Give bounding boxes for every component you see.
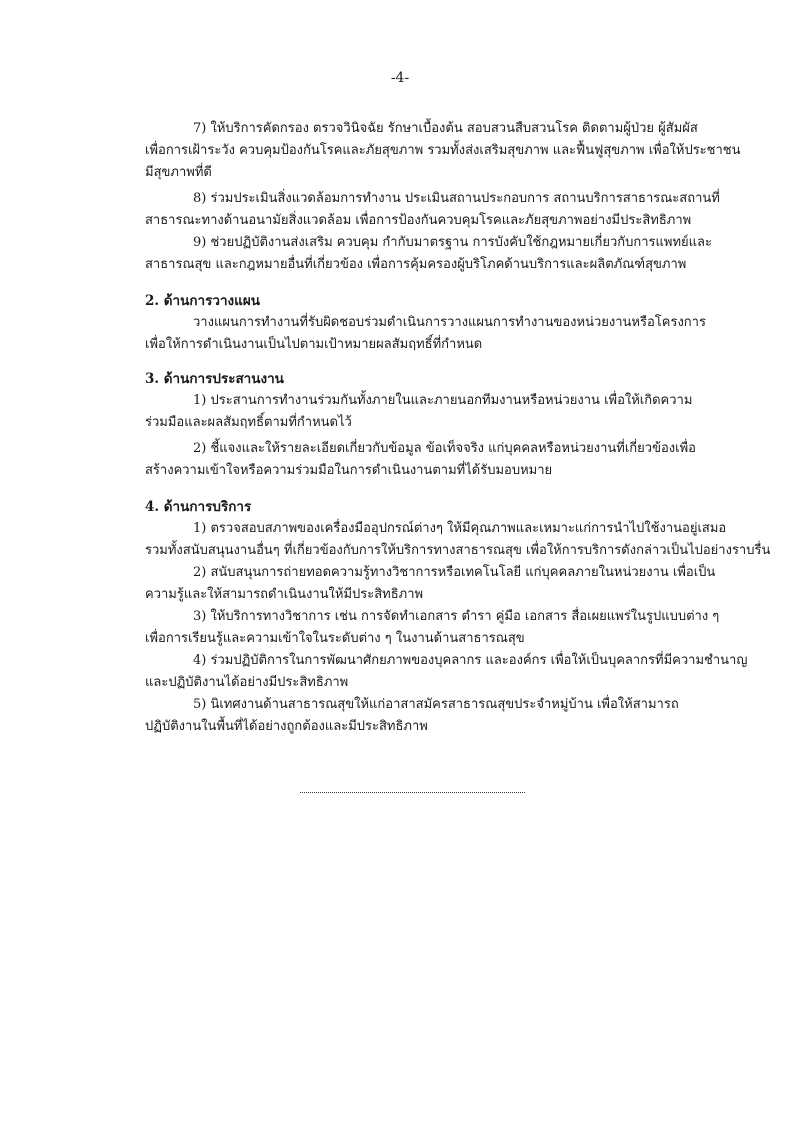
text-line: 1) ตรวจสอบสภาพของเครื่องมืออุปกรณ์ต่างๆ ให้มีคุณภาพและเหมาะแก่การนำไปใช้งานอยู่เสมอ (193, 521, 727, 536)
text-line: เพื่อให้การดำเนินงานเป็นไปตามเป้าหมายผลสัมฤทธิ์ที่กำหนด (145, 337, 483, 352)
text-line: 8) ร่วมประเมินสิ่งแวดล้อมการทำงาน ประเมินสถานประกอบการ สถานบริการสาธารณะสถานที่ (193, 191, 720, 206)
text-line: 4) ร่วมปฏิบัติการในการพัฒนาศักยภาพของบุคลากร และองค์กร เพื่อให้เป็นบุคลากรที่มีความชำนาญ (193, 653, 748, 668)
text-line: 9) ช่วยปฏิบัติงานส่งเสริม ควบคุม กำกับมาตรฐาน การบังคับใช้กฎหมายเกี่ยวกับการแพทย์และ (193, 235, 712, 250)
section-heading: 4. ด้านการบริการ (145, 499, 252, 515)
text-line: สร้างความเข้าใจหรือความร่วมมือในการดำเนินงานตามที่ได้รับมอบหมาย (145, 463, 553, 478)
text-line: 1) ประสานการทำงานร่วมกันทั้งภายในและภายนอกทีมงานหรือหน่วยงาน เพื่อให้เกิดความ (193, 393, 693, 408)
text-line: ปฏิบัติงานในพื้นที่ได้อย่างถูกต้องและมีประสิทธิภาพ (145, 719, 428, 734)
text-line: เพื่อการเรียนรู้และความเข้าใจในระดับต่าง ๆ ในงานด้านสาธารณสุข (145, 631, 525, 646)
section-heading: 2. ด้านการวางแผน (145, 293, 260, 309)
text-line: 2) สนับสนุนการถ่ายทอดความรู้ทางวิชาการหรือเทคโนโลยี แก่บุคคลภายในหน่วยงาน เพื่อเป็น (193, 565, 716, 580)
item-9 (145, 232, 712, 276)
text-line: รวมทั้งสนับสนุนงานอื่นๆ ที่เกี่ยวข้องกับการให้บริการทางสาธารณสุข เพื่อให้การบริการดังกล่าวเป็นไปอย่างราบรื่น (145, 543, 771, 558)
item-8 (145, 188, 720, 232)
text-line: 3) ให้บริการทางวิชาการ เช่น การจัดทำเอกสาร ตำรา คู่มือ เอกสาร สื่อเผยแพร่ในรูปแบบต่าง ๆ (193, 609, 720, 624)
text-line: 5) นิเทศงานด้านสาธารณสุขให้แก่อาสาสมัครสาธารณสุขประจำหมู่บ้าน เพื่อให้สามารถ (193, 697, 679, 712)
dotted-end-rule (300, 792, 525, 793)
text-line: ความรู้และให้สามารถดำเนินงานให้มีประสิทธิภาพ (145, 587, 424, 602)
text-line: เพื่อการเฝ้าระวัง ควบคุมป้องกันโรคและภัยสุขภาพ รวมทั้งส่งเสริมสุขภาพ และฟื้นฟูสุขภาพ เพื่อให้ประชาชน (145, 143, 741, 158)
text-line: ร่วมมือและผลสัมฤทธิ์ตามที่กำหนดไว้ (145, 415, 352, 430)
text-line: 2) ชี้แจงและให้รายละเอียดเกี่ยวกับข้อมูล ข้อเท็จจริง แก่บุคคลหรือหน่วยงานที่เกี่ยวข้องเพื่อ (193, 441, 696, 456)
text-line: สาธารณะทางด้านอนามัยสิ่งแวดล้อม เพื่อการป้องกันควบคุมโรคและภัยสุขภาพอย่างมีประสิทธิภาพ (145, 213, 692, 228)
text-line: 7) ให้บริการคัดกรอง ตรวจวินิจฉัย รักษาเบื้องต้น สอบสวนสืบสวนโรค ติดตามผู้ป่วย ผู้สัมผัส (193, 121, 698, 136)
page-number: -4- (390, 70, 410, 86)
text-line: และปฏิบัติงานได้อย่างมีประสิทธิภาพ (145, 675, 349, 690)
text-line: สาธารณสุข และกฎหมายอื่นที่เกี่ยวข้อง เพื่อการคุ้มครองผู้บริโภคด้านบริการและผลิตภัณฑ์สุขภาพ (145, 257, 687, 272)
document-body (145, 118, 771, 738)
text-line: วางแผนการทำงานที่รับผิดชอบร่วมดำเนินการวางแผนการทำงานของหน่วยงานหรือโครงการ (193, 315, 706, 330)
section-heading: 3. ด้านการประสานงาน (145, 371, 284, 387)
text-line: มีสุขภาพที่ดี (145, 165, 212, 180)
item-7 (145, 118, 741, 184)
